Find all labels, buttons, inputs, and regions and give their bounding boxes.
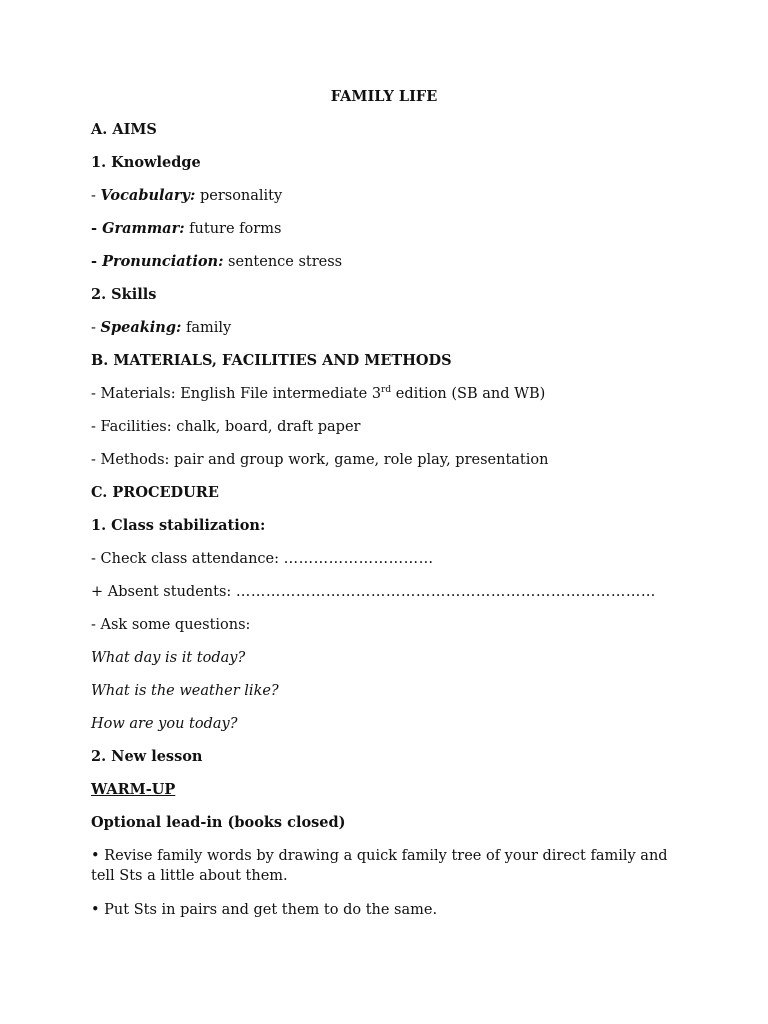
section-c-heading: C. PROCEDURE: [91, 484, 219, 501]
new-lesson-heading: 2. New lesson: [91, 748, 203, 765]
speaking-value: family: [181, 320, 232, 336]
question-1: What day is it today?: [91, 650, 246, 666]
question-2: What is the weather like?: [91, 683, 279, 699]
section-b-heading: B. MATERIALS, FACILITIES AND METHODS: [91, 352, 452, 369]
grammar-value: future forms: [184, 221, 282, 237]
pronunciation-label: Pronunciation:: [102, 253, 224, 270]
knowledge-heading: 1. Knowledge: [91, 154, 201, 171]
superscript: rd: [381, 385, 392, 395]
methods-line: - Methods: pair and group work, game, role play, presentation: [91, 452, 549, 468]
vocabulary-line: - Vocabulary: personality: [91, 187, 283, 204]
skills-heading: 2. Skills: [91, 286, 157, 303]
grammar-label: Grammar:: [102, 220, 185, 237]
attendance-blank: …………………………: [283, 551, 434, 567]
section-a-heading: A. AIMS: [91, 121, 157, 138]
class-stabilization-heading: 1. Class stabilization:: [91, 517, 266, 534]
ask-questions-line: - Ask some questions:: [91, 617, 251, 633]
pronunciation-value: sentence stress: [223, 254, 343, 270]
warm-up-heading: WARM-UP: [91, 781, 176, 798]
vocabulary-label: Vocabulary:: [100, 187, 196, 204]
vocabulary-value: personality: [195, 188, 283, 204]
absent-students-line: + Absent students: …………………………………………………………………………: [91, 584, 656, 600]
materials-line: - Materials: English File intermediate 3rd edition (SB and WB): [91, 385, 546, 402]
facilities-line: - Facilities: chalk, board, draft paper: [91, 419, 361, 435]
speaking-line: - Speaking: family: [91, 319, 232, 336]
bullet-item: • Put Sts in pairs and get them to do the same.: [91, 902, 438, 918]
bullet-item: • Revise family words by drawing a quick family tree of your direct family and tell Sts a little about them.: [91, 848, 668, 884]
attendance-line: - Check class attendance: …………………………: [91, 551, 434, 567]
speaking-label: Speaking:: [100, 319, 182, 336]
question-3: How are you today?: [91, 716, 238, 732]
grammar-line: - Grammar: future forms: [91, 220, 282, 237]
optional-lead-in-heading: Optional lead-in (books closed): [91, 814, 346, 831]
absent-students-blank: …………………………………………………………………………: [235, 584, 656, 600]
pronunciation-line: - Pronunciation: sentence stress: [91, 253, 343, 270]
page-title: FAMILY LIFE: [330, 88, 438, 105]
